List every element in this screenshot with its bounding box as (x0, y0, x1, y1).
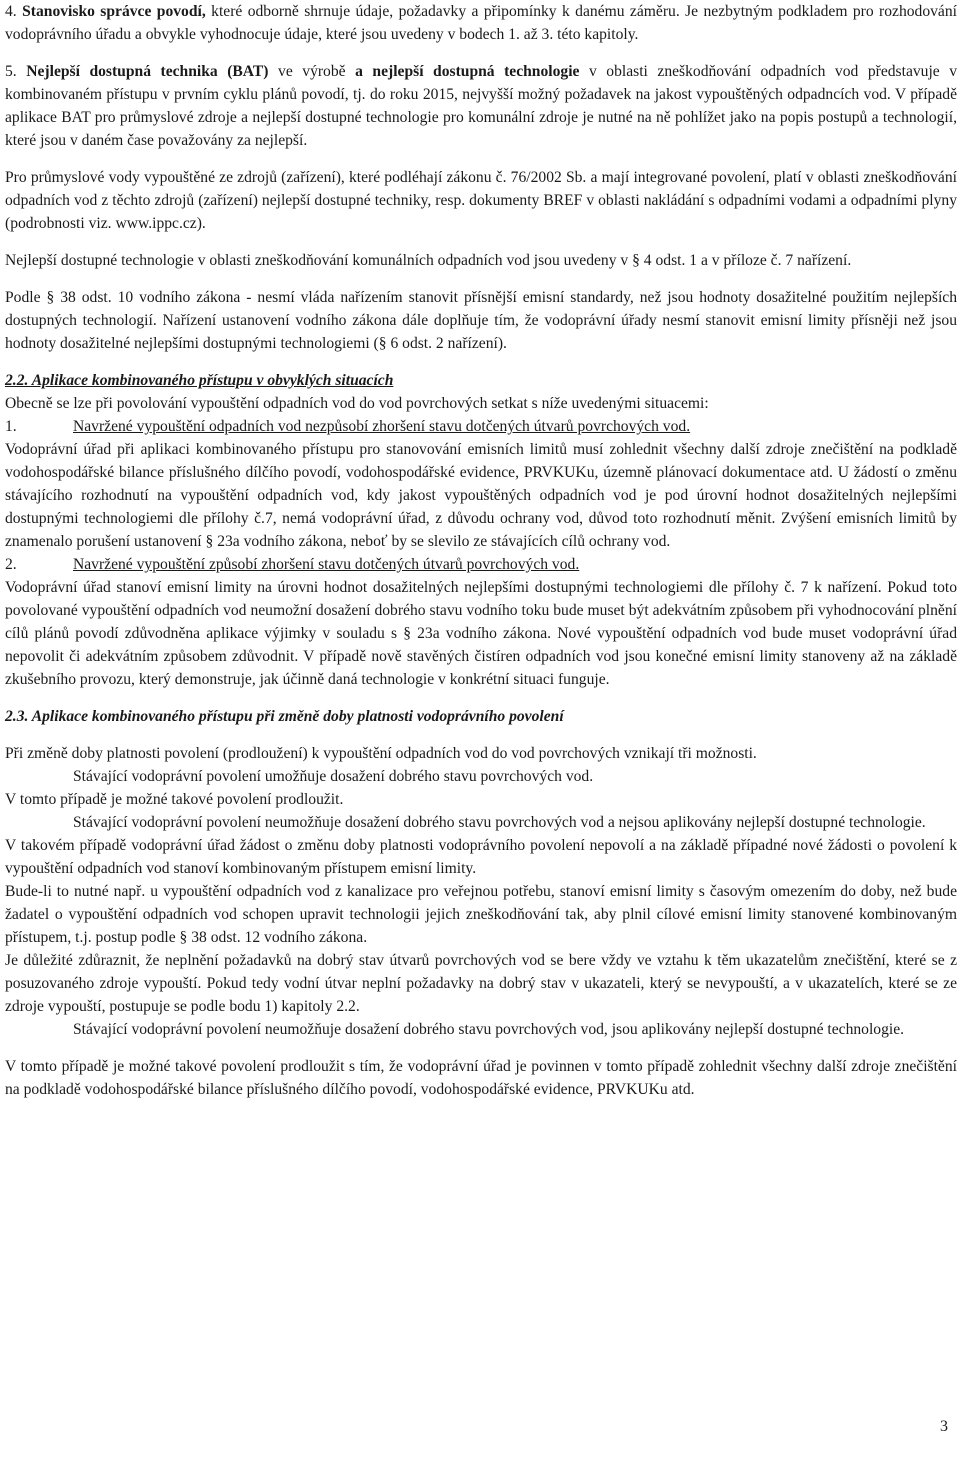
paragraph-option-2c: Je důležité zdůraznit, že neplnění požadavků na dobrý stav útvarů povrchových vod se bere vždy ve vztahu k těm ukazatelům znečištění, které se z posuzovaného zdroje vypouští. Pokud tedy vodní útvar neplní požadavky na dobrý stav v ukazateli, který se nevypouští, a v ukazatelích, které se ze zdroje vypouští, postupuje se podle bodu 1) kapitoly 2.2. (5, 952, 957, 1015)
item-heading: Stanovisko správce povodí, (22, 3, 206, 20)
situation-title: Navržené vypouštění odpadních vod nezpůsobí zhoršení stavu dotčených útvarů povrchových vod. (73, 418, 691, 435)
option-text: Stávající vodoprávní povolení neumožňuje dosažení dobrého stavu povrchových vod, jsou aplikovány nejlepší dostupné technologie. (73, 1021, 905, 1038)
paragraph-option-1: V tomto případě je možné takové povolení prodloužit. (5, 791, 344, 808)
option-number (5, 1018, 73, 1041)
option-number (5, 765, 73, 788)
item-text: v oblasti zneškodňování odpadních vod představuje v kombinovaném přístupu v prvním cyklu plánů povodí, tj. do roku 2015, nejvyšší možný požadavek na jakost vypouštěných odpadncích vod. V případě aplikace BAT pro průmyslové zdroje a nejlepší dostupné technologie pro komunální zdroje je nutné na ně pohlížet jako na popis postupů a technologií, které jsou v daném čase považovány za nejlepší. (5, 63, 958, 149)
paragraph-intro-2-2: Obecně se lze při povolování vypouštění odpadních vod do vod povrchových setkat s níže uvedenými situacemi: (5, 395, 709, 412)
item-number: 5. (5, 63, 17, 80)
option-text: Stávající vodoprávní povolení neumožňuje dosažení dobrého stavu povrchových vod a nejsou aplikovány nejlepší dostupné technologie. (73, 814, 926, 831)
option-text: Stávající vodoprávní povolení umožňuje dosažení dobrého stavu povrchových vod. (73, 768, 594, 785)
paragraph-law: Podle § 38 odst. 10 vodního zákona - nesmí vláda nařízením stanovit přísnější emisní standardy, než jsou hodnoty dosažitelné použitím nejlepších dostupných technologií. Nařízení ustanovení vodního zákona dále doplňuje tím, že vodoprávní úřady nesmí stanovit emisní limity přísněji než jsou hodnoty dosažitelné nejlepšími dostupnými technologiemi (§ 6 odst. 2 nařízení). (5, 289, 957, 352)
section-heading-2-3: 2.3. Aplikace kombinovaného přístupu při změně doby platnosti vodoprávního povolení (5, 708, 564, 725)
paragraph-industrial: Pro průmyslové vody vypouštěné ze zdrojů (zařízení), které podléhají zákonu č. 76/2002 Sb. a mají integrované povolení, platí v oblasti zneškodňování odpadních vod z těchto zdrojů (zařízení) nejlepší dostupné techniky, resp. dokumenty BREF v oblasti nakládání s odpadními vodami a odpadními plyny (podrobnosti viz. www.ippc.cz). (5, 169, 957, 232)
option-2 (5, 811, 957, 834)
situation-1 (5, 415, 957, 438)
page-number: 3 (940, 1418, 948, 1435)
situation-title: Navržené vypouštění způsobí zhoršení stavu dotčených útvarů povrchových vod. (73, 556, 580, 573)
item-heading-technology: a nejlepší dostupná technologie (355, 63, 580, 80)
option-number (5, 811, 73, 834)
item-text: ve výrobě (268, 63, 356, 80)
paragraph-situation-1: Vodoprávní úřad při aplikaci kombinovaného přístupu pro stanovování emisních limitů musí zohlednit všechny další zdroje znečištění na podkladě vodohospodářské bilance příslušného dílčího povodí, vodohospodářské evidence, PRVKUKu, územně plánovací dokumentace atd. U žádostí o změnu stávajícího rozhodnutí na vypouštění odpadních vod, kdy jakost vypouštěných odpadních vod je pod úrovní hodnot dosažitelných nejlepšími dostupnými technologiemi dle přílohy č.7, nemá vodoprávní úřad, z důvodu ochrany vod, důvod toto rozhodnutí měnit. Zvýšení emisních limitů by znamenalo porušení ustanovení § 23a vodního zákona, neboť by se slevilo ze stávajících cílů ochrany vod. (5, 441, 957, 550)
situation-number: 2. (5, 556, 17, 573)
situation-2 (5, 553, 957, 576)
document-page (5, 0, 957, 1101)
situation-number: 1. (5, 418, 17, 435)
paragraph-final: V tomto případě je možné takové povolení prodloužit s tím, že vodoprávní úřad je povinnen v tomto případě zohlednit všechny další zdroje znečištění na podkladě vodohospodářské bilance příslušného dílčího povodí, vodohospodářské evidence, PRVKUKu atd. (5, 1058, 957, 1098)
paragraph-option-2b: Bude-li to nutné např. u vypouštění odpadních vod z kanalizace pro veřejnou potřebu, stanoví emisní limity s časovým omezením do doby, než bude žadatel o vypouštění odpadních vod schopen upravit technologii jejich zneškodňování tak, aby plnil cílové emisní limity stanovené kombinovaným přístupem, t.j. postup podle § 38 odst. 12 vodního zákona. (5, 883, 957, 946)
paragraph-option-2a: V takovém případě vodoprávní úřad žádost o změnu doby platnosti vodoprávního povolení nepovolí a na základě případné nové žádosti o povolení k vypouštění odpadních vod stanoví kombinovaným přístupem emisní limity. (5, 837, 957, 877)
item-4 (5, 0, 957, 46)
item-number: 4. (5, 3, 17, 20)
option-3 (5, 1018, 957, 1041)
paragraph-situation-2: Vodoprávní úřad stanoví emisní limity na úrovni hodnot dosažitelných nejlepšími dostupnými technologiemi dle přílohy č. 7 k nařízení. Pokud toto povolované vypouštění odpadních vod neumožní dosažení dobrého stavu vodního toku bude muset být adekvátním způsobem při vyhodnocování plnění cílů plánů povodí zdůvodněna aplikace výjimky v souladu s § 23a vodního zákona. Nové vypouštění odpadních vod bude muset vodoprávní úřad nepovolit či adekvátním způsobem zdůvodnit. V případě nově stavěných čistíren odpadních vod jsou konečné emisní limity stanoveny až na základě zkušebního provozu, který demonstruje, jak účinně daná technologie v konkrétní situaci funguje. (5, 579, 957, 688)
item-heading-bat: Nejlepší dostupná technika (BAT) (26, 63, 269, 80)
paragraph-communal: Nejlepší dostupné technologie v oblasti zneškodňování komunálních odpadních vod jsou uvedeny v § 4 odst. 1 a v příloze č. 7 nařízení. (5, 252, 852, 269)
option-1 (5, 765, 957, 788)
paragraph-intro-2-3: Při změně doby platnosti povolení (prodloužení) k vypouštění odpadních vod do vod povrchových vznikají tři možnosti. (5, 745, 757, 762)
item-5 (5, 60, 957, 152)
section-heading-2-2: 2.2. Aplikace kombinovaného přístupu v obvyklých situacích (5, 372, 394, 389)
item-text: které odborně shrnuje údaje, požadavky a připomínky k danému záměru. Je nezbytným podkladem pro rozhodování vodoprávního úřadu a obvykle vyhodnocuje údaje, které jsou uvedeny v bodech 1. až 3. této kapitoly. (5, 3, 957, 43)
